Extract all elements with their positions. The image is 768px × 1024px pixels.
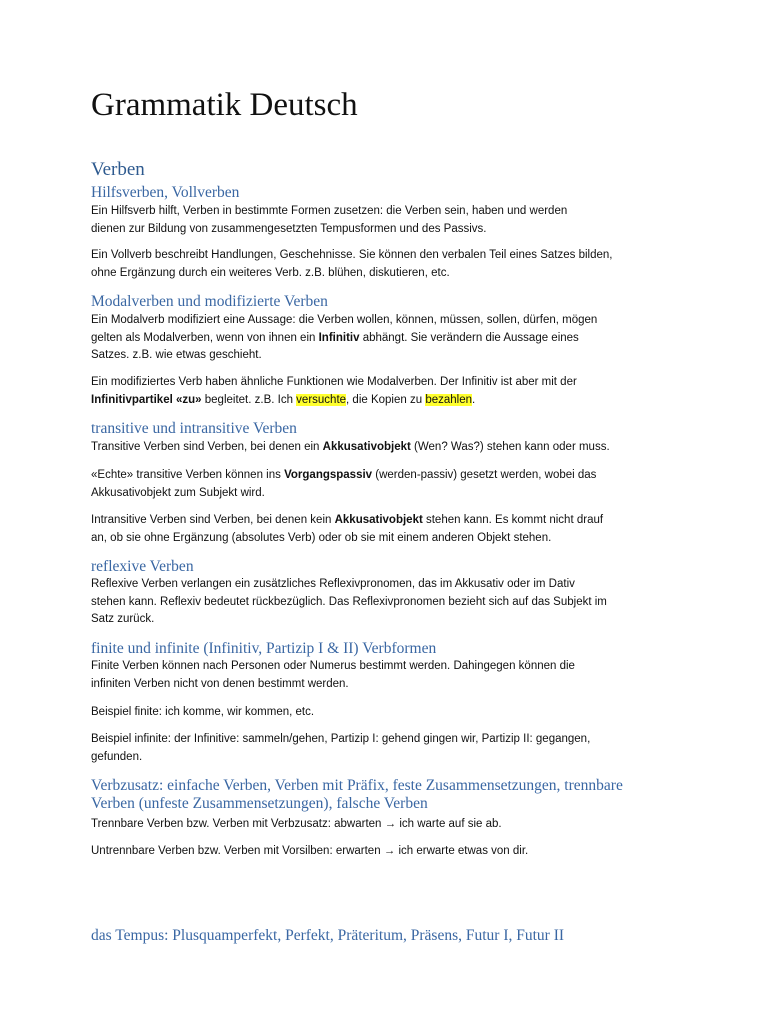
heading-transitiv: transitive und intransitive Verben (91, 420, 297, 437)
paragraph-intransitiv (91, 512, 676, 547)
text-line: Ein Hilfsverb hilft, Verben in bestimmte Formen zusetzen: die Verben sein, haben und werden (91, 205, 568, 217)
paragraph-modifiziert (91, 374, 676, 409)
text-line: Akkusativobjekt zum Subjekt wird. (91, 486, 265, 499)
text-line: Untrennbare Verben bzw. Verben mit Vorsilben: erwarten → ich erwarte etwas von dir. (91, 845, 529, 857)
section-heading-verben: Verben (91, 159, 145, 180)
text-line: Ein Modalverb modifiziert eine Aussage: die Verben wollen, können, müssen, sollen, dürfen, mögen (91, 314, 598, 326)
text-line: infiniten Verben nicht von denen bestimmt werden. (91, 677, 349, 690)
heading-line: Verben (unfeste Zusammensetzungen), falsche Verben (91, 795, 428, 812)
text-line: Beispiel finite: ich komme, wir kommen, etc. (91, 706, 315, 718)
paragraph-reflexiv (91, 576, 676, 629)
text-line: Finite Verben können nach Personen oder Numerus bestimmt werden. Dahingegen können die (91, 660, 575, 672)
document-page (91, 0, 691, 1024)
heading-line: Verbzusatz: einfache Verben, Verben mit Präfix, feste Zusammensetzungen, trennbare (91, 777, 623, 794)
highlight-versuchte: versuchte (296, 393, 347, 406)
text-line: an, ob sie ohne Ergänzung (absolutes Verb) oder ob sie mit einem anderen Objekt stehen. (91, 531, 552, 544)
text-line: Ein modifiziertes Verb haben ähnliche Funktionen wie Modalverben. Der Infinitiv ist aber mit der (91, 376, 577, 388)
text-line: dienen zur Bildung von zusammengesetzten Tempusformen und des Passivs. (91, 222, 487, 235)
page-title: Grammatik Deutsch (91, 87, 358, 123)
paragraph-vollverb (91, 247, 676, 282)
text-line: ohne Ergänzung durch ein weiteres Verb. z.B. blühen, diskutieren, etc. (91, 266, 450, 279)
text-line: gelten als Modalverben, wenn von ihnen ein Infinitiv abhängt. Sie verändern die Aussage eines (91, 331, 579, 344)
text-line: stehen kann. Reflexiv bedeutet rückbezüglich. Das Reflexivpronomen bezieht sich auf das Subjekt im (91, 595, 607, 608)
paragraph-beispiel-finite (91, 704, 676, 722)
text-line: gefunden. (91, 750, 143, 763)
heading-tempus: das Tempus: Plusquamperfekt, Perfekt, Präteritum, Präsens, Futur I, Futur II (91, 927, 565, 944)
highlight-bezahlen: bezahlen (425, 393, 472, 406)
paragraph-untrennbar (91, 843, 676, 861)
paragraph-beispiel-infinite (91, 731, 676, 766)
text-line: Reflexive Verben verlangen ein zusätzliches Reflexivpronomen, das im Akkusativ oder im Dativ (91, 578, 575, 590)
heading-verbzusatz (91, 777, 691, 813)
text-line: Transitive Verben sind Verben, bei denen ein Akkusativobjekt (Wen? Was?) stehen kann oder muss. (91, 441, 610, 453)
text-line: «Echte» transitive Verben können ins Vorgangspassiv (werden-passiv) gesetzt werden, wobei das (91, 469, 597, 481)
paragraph-echte (91, 467, 676, 502)
paragraph-modalverb (91, 312, 676, 365)
paragraph-finite (91, 658, 676, 693)
text-line: Ein Vollverb beschreibt Handlungen, Geschehnisse. Sie können den verbalen Teil eines Satzes bilden, (91, 249, 613, 261)
text-line: Satzes. z.B. wie etwas geschieht. (91, 349, 262, 361)
text-line: Intransitive Verben sind Verben, bei denen kein Akkusativobjekt stehen kann. Es kommt nicht drauf (91, 514, 604, 526)
heading-finite: finite und infinite (Infinitiv, Partizip I & II) Verbformen (91, 640, 437, 657)
heading-hilfsverben: Hilfsverben, Vollverben (91, 184, 240, 201)
paragraph-trennbar (91, 816, 676, 834)
text-line: Infinitivpartikel «zu» begleitet. z.B. Ich versuchte, die Kopien zu bezahlen. (91, 393, 476, 406)
text-line: Beispiel infinite: der Infinitive: sammeln/gehen, Partizip I: gehend gingen wir, Partizip II: gegangen, (91, 733, 591, 745)
text-line: Trennbare Verben bzw. Verben mit Verbzusatz: abwarten → ich warte auf sie ab. (91, 818, 502, 830)
paragraph-transitiv (91, 439, 676, 457)
paragraph-hilfsverb (91, 203, 676, 238)
heading-reflexiv: reflexive Verben (91, 558, 194, 575)
text-line: Satz zurück. (91, 613, 155, 625)
heading-modalverben: Modalverben und modifizierte Verben (91, 293, 328, 310)
